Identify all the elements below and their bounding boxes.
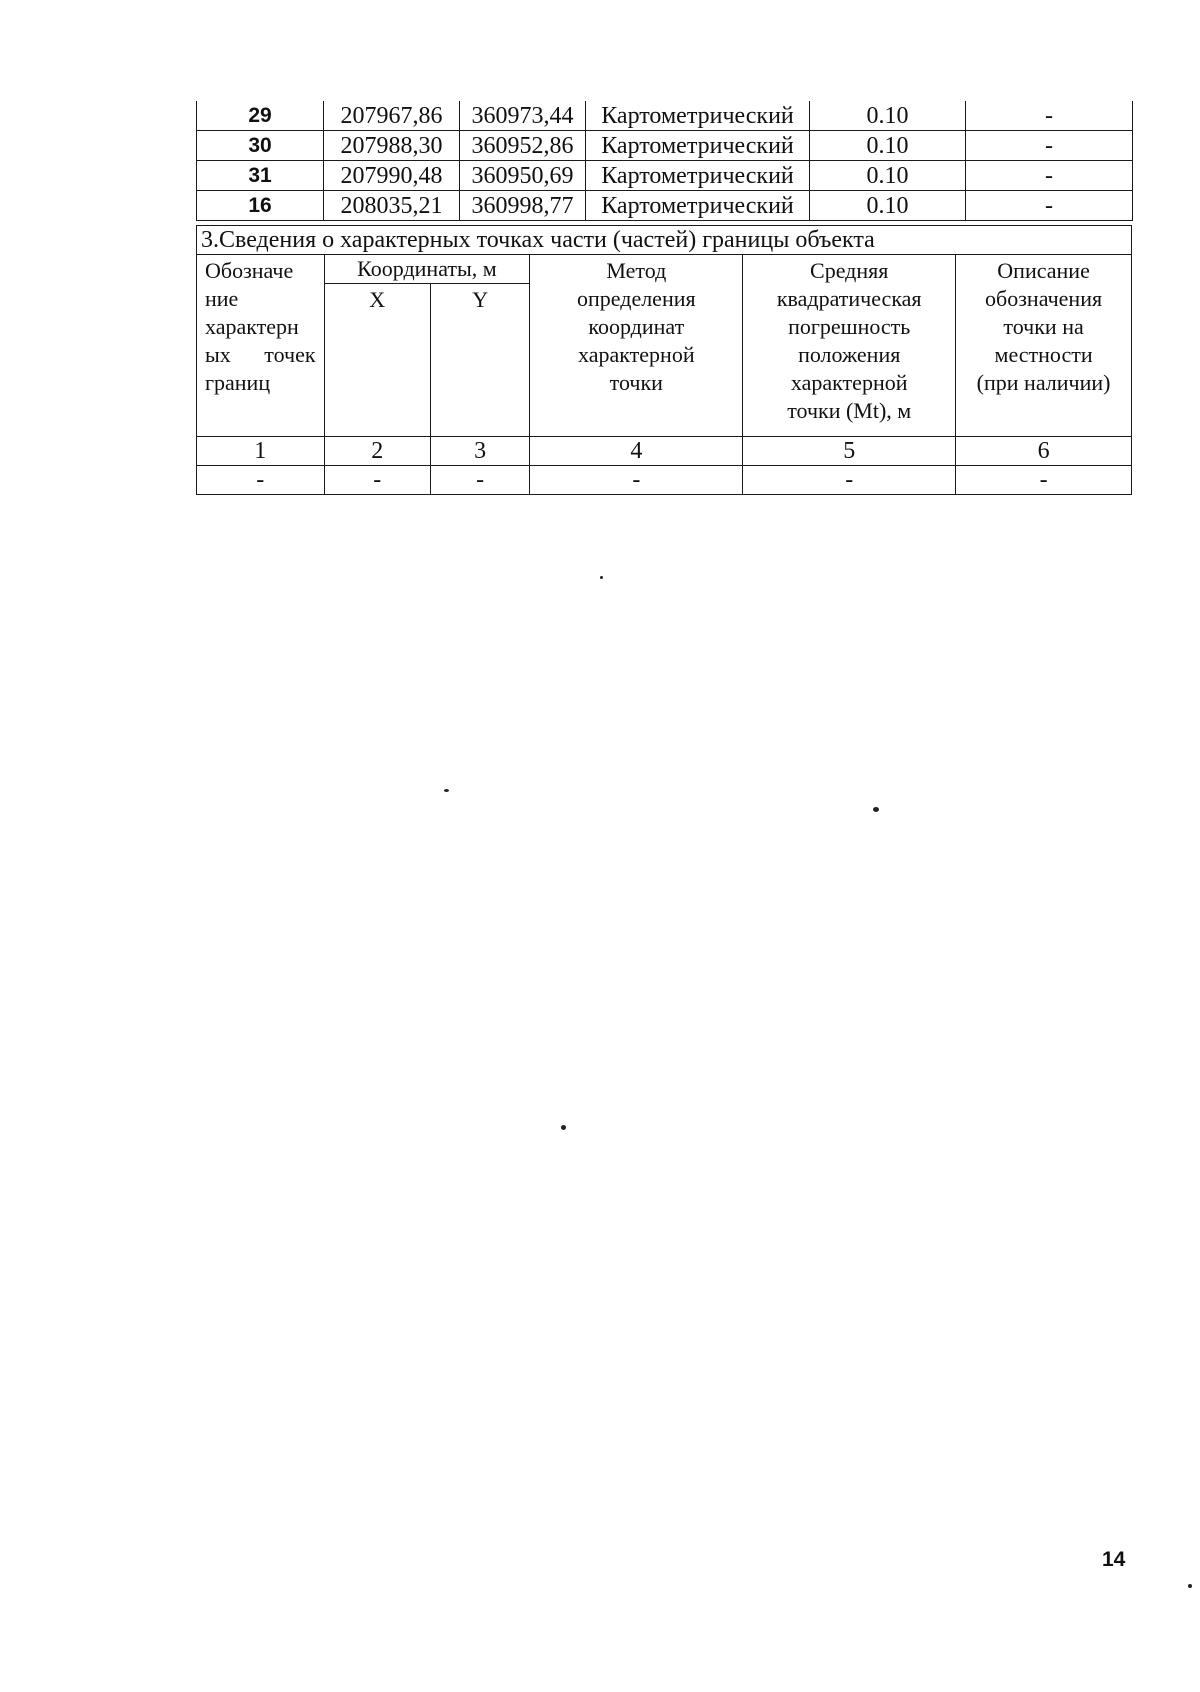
cell-point: 16 [197, 191, 324, 221]
cell-x: 207990,48 [324, 161, 460, 191]
cell-x: 208035,21 [324, 191, 460, 221]
table-cell: - [743, 466, 956, 495]
cell-point: 30 [197, 131, 324, 161]
header-method-line: определения [577, 286, 696, 311]
header-method-line: точки [609, 370, 663, 395]
table-cell: - [956, 466, 1132, 495]
header-designation-line: ние [205, 286, 239, 311]
header-method-line: характерной [578, 342, 695, 367]
header-description-line: обозначения [985, 286, 1103, 311]
header-coordinates: Координаты, м [324, 255, 530, 284]
cell-method: Картометрический [586, 191, 810, 221]
header-method-line: Метод [606, 258, 667, 283]
table-row [197, 191, 1133, 221]
header-designation-line: границ [205, 370, 271, 395]
page-number: 14 [1102, 1548, 1126, 1571]
cell-y: 360998,77 [460, 191, 586, 221]
column-number: 5 [743, 437, 956, 466]
header-description-line: Описание [997, 258, 1090, 283]
header-error-line: положения [798, 342, 901, 367]
header-error-line: Средняя [810, 258, 889, 283]
table-cell: - [430, 466, 529, 495]
cell-method: Картометрический [586, 101, 810, 131]
boundary-points-table [196, 101, 1133, 221]
header-method [530, 255, 743, 437]
cell-x: 207988,30 [324, 131, 460, 161]
cell-error: 0.10 [810, 131, 966, 161]
scan-speck [600, 576, 603, 579]
header-y: Y [430, 284, 529, 437]
cell-point: 31 [197, 161, 324, 191]
cell-y: 360952,86 [460, 131, 586, 161]
table-row [197, 131, 1133, 161]
cell-x: 207967,86 [324, 101, 460, 131]
cell-description: - [966, 131, 1133, 161]
header-x: X [324, 284, 430, 437]
cell-error: 0.10 [810, 101, 966, 131]
header-designation-line: ых точек [205, 342, 316, 367]
cell-method: Картометрический [586, 131, 810, 161]
cell-y: 360973,44 [460, 101, 586, 131]
cell-error: 0.10 [810, 191, 966, 221]
cell-point: 29 [197, 101, 324, 131]
table-row [197, 161, 1133, 191]
column-number: 4 [530, 437, 743, 466]
scan-speck [873, 807, 879, 812]
header-error-line: квадратическая [776, 286, 922, 311]
header-error [743, 255, 956, 437]
header-description-line: точки на [1003, 314, 1084, 339]
column-number: 3 [430, 437, 529, 466]
cell-error: 0.10 [810, 161, 966, 191]
column-number: 1 [197, 437, 325, 466]
section3-title: 3.Сведения о характерных точках части (частей) границы объекта [197, 226, 1132, 255]
cell-description: - [966, 191, 1133, 221]
header-designation [197, 255, 325, 437]
cell-y: 360950,69 [460, 161, 586, 191]
header-description [956, 255, 1132, 437]
table-cell: - [324, 466, 430, 495]
header-error-line: характерной [790, 370, 908, 395]
scan-speck [561, 1125, 566, 1130]
header-description-line: местности [994, 342, 1093, 367]
header-designation-line: Обозначе [205, 258, 294, 283]
header-description-line: (при наличии) [976, 370, 1111, 395]
table-cell: - [530, 466, 743, 495]
cell-description: - [966, 161, 1133, 191]
column-number: 6 [956, 437, 1132, 466]
table-row [197, 101, 1133, 131]
column-number: 2 [324, 437, 430, 466]
table-cell: - [197, 466, 325, 495]
cell-description: - [966, 101, 1133, 131]
header-designation-line: характерн [205, 314, 299, 339]
header-error-line: погрешность [788, 314, 911, 339]
cell-method: Картометрический [586, 161, 810, 191]
scan-speck [444, 789, 449, 792]
scan-speck [1188, 1584, 1192, 1588]
section3-table [196, 225, 1132, 495]
header-method-line: координат [588, 314, 685, 339]
header-error-line: точки (Mt), м [787, 398, 912, 423]
